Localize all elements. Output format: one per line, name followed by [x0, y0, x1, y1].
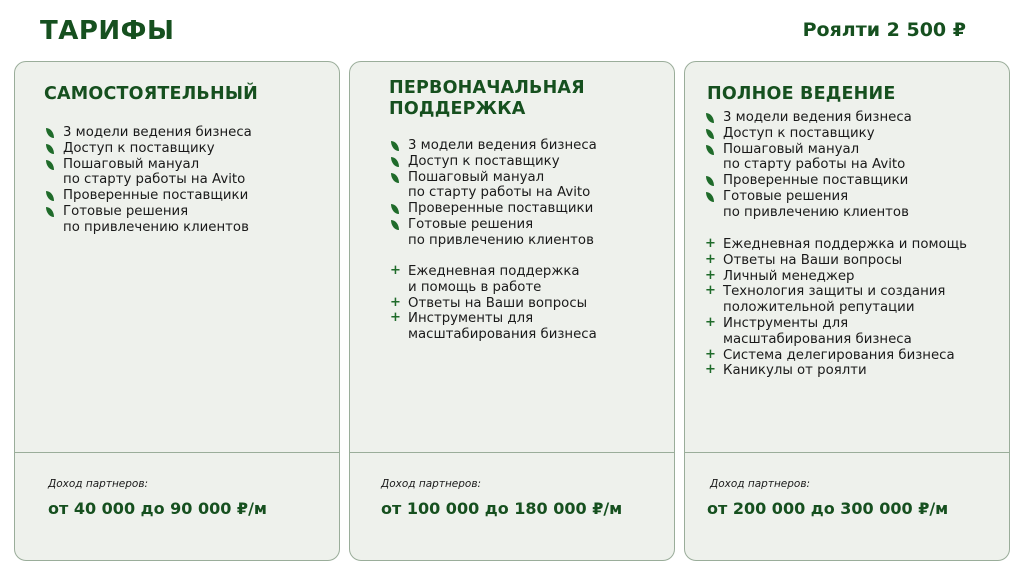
feature-text: Инструменты для масштабирования бизнеса	[408, 311, 597, 343]
feature-item	[704, 110, 912, 126]
income-value: от 40 000 до 90 000 ₽/м	[48, 499, 267, 518]
extras-list	[704, 237, 967, 379]
leaf-icon	[46, 191, 54, 201]
feature-text: Ответы на Ваши вопросы	[408, 295, 588, 311]
leaf-icon	[46, 128, 54, 138]
plus-icon: +	[705, 251, 716, 267]
feature-text: Личный менеджер	[723, 268, 855, 284]
card-divider	[350, 452, 674, 453]
income-label: Доход партнеров:	[381, 478, 482, 490]
feature-text: Проверенные поставщики	[408, 201, 594, 217]
plus-icon: +	[705, 283, 716, 299]
feature-item	[704, 142, 912, 174]
leaf-icon	[706, 176, 714, 186]
extra-feature-item	[704, 269, 967, 285]
feature-item	[44, 188, 252, 204]
leaf-icon	[391, 220, 399, 230]
leaf-icon	[706, 192, 714, 202]
leaf-icon	[391, 141, 399, 151]
leaf-icon	[391, 173, 399, 183]
feature-item	[44, 125, 252, 141]
feature-item	[704, 189, 912, 221]
feature-item	[44, 141, 252, 157]
feature-item	[704, 173, 912, 189]
feature-item	[389, 154, 597, 170]
extra-feature-item	[704, 316, 967, 348]
feature-list	[704, 110, 912, 221]
plus-icon: +	[390, 310, 401, 326]
feature-text: Готовые решения по привлечению клиентов	[63, 203, 249, 235]
leaf-icon	[46, 160, 54, 170]
feature-item	[44, 157, 252, 189]
feature-text: 3 модели ведения бизнеса	[63, 125, 252, 140]
feature-text: Доступ к поставщику	[408, 153, 560, 169]
extra-feature-item	[389, 296, 597, 312]
extra-feature-item	[704, 237, 967, 253]
feature-item	[389, 170, 597, 202]
feature-list	[44, 125, 252, 236]
income-value: от 200 000 до 300 000 ₽/м	[707, 499, 949, 518]
income-value: от 100 000 до 180 000 ₽/м	[381, 499, 623, 518]
income-label: Доход партнеров:	[48, 478, 149, 490]
feature-item	[389, 201, 597, 217]
leaf-icon	[706, 129, 714, 139]
tariff-card-self	[14, 61, 340, 561]
feature-text: Ответы на Ваши вопросы	[723, 252, 903, 268]
royalty-price: Роялти 2 500 ₽	[802, 19, 966, 41]
feature-text: Ежедневная поддержка и помощь	[723, 237, 967, 252]
plus-icon: +	[705, 362, 716, 378]
card-title: ПЕРВОНАЧАЛЬНАЯ ПОДДЕРЖКА	[389, 78, 585, 119]
extra-feature-item	[389, 264, 597, 296]
feature-item	[389, 217, 597, 249]
feature-text: Доступ к поставщику	[63, 140, 215, 156]
feature-text: Каникулы от роялти	[723, 363, 867, 379]
feature-list	[389, 138, 597, 249]
feature-text: 3 модели ведения бизнеса	[408, 138, 597, 153]
leaf-icon	[391, 204, 399, 214]
feature-text: Пошаговый мануал по старту работы на Avito	[63, 156, 246, 188]
card-divider	[15, 452, 339, 453]
extras-list	[389, 264, 597, 343]
plus-icon: +	[705, 346, 716, 362]
feature-item	[389, 138, 597, 154]
feature-text: 3 модели ведения бизнеса	[723, 110, 912, 125]
feature-text: Технология защиты и создания положительной репутации	[723, 284, 946, 316]
extra-feature-item	[704, 348, 967, 364]
feature-text: Готовые решения по привлечению клиентов	[723, 188, 909, 220]
feature-text: Проверенные поставщики	[63, 188, 249, 204]
feature-text: Система делегирования бизнеса	[723, 347, 955, 363]
page-title: ТАРИФЫ	[40, 16, 175, 46]
plus-icon: +	[705, 236, 716, 251]
leaf-icon	[391, 157, 399, 167]
extra-feature-item	[704, 363, 967, 379]
leaf-icon	[46, 207, 54, 217]
leaf-icon	[706, 145, 714, 155]
feature-item	[44, 204, 252, 236]
feature-text: Пошаговый мануал по старту работы на Avito	[723, 141, 906, 173]
card-title: ПОЛНОЕ ВЕДЕНИЕ	[707, 84, 896, 104]
plus-icon: +	[705, 267, 716, 283]
feature-text: Готовые решения по привлечению клиентов	[408, 216, 594, 248]
card-title: САМОСТОЯТЕЛЬНЫЙ	[44, 84, 258, 104]
plus-icon: +	[705, 314, 716, 330]
tariff-card-full-management	[684, 61, 1010, 561]
feature-item	[704, 126, 912, 142]
feature-text: Проверенные поставщики	[723, 173, 909, 189]
extra-feature-item	[704, 284, 967, 316]
extra-feature-item	[389, 311, 597, 343]
feature-text: Ежедневная поддержка и помощь в работе	[408, 264, 580, 295]
leaf-icon	[46, 144, 54, 154]
feature-text: Пошаговый мануал по старту работы на Avito	[408, 169, 591, 201]
card-divider	[685, 452, 1009, 453]
extra-feature-item	[704, 253, 967, 269]
income-label: Доход партнеров:	[710, 478, 811, 490]
leaf-icon	[706, 113, 714, 123]
plus-icon: +	[390, 263, 401, 278]
tariff-card-initial-support	[349, 61, 675, 561]
plus-icon: +	[390, 294, 401, 310]
feature-text: Доступ к поставщику	[723, 125, 875, 141]
feature-text: Инструменты для масштабирования бизнеса	[723, 315, 912, 347]
